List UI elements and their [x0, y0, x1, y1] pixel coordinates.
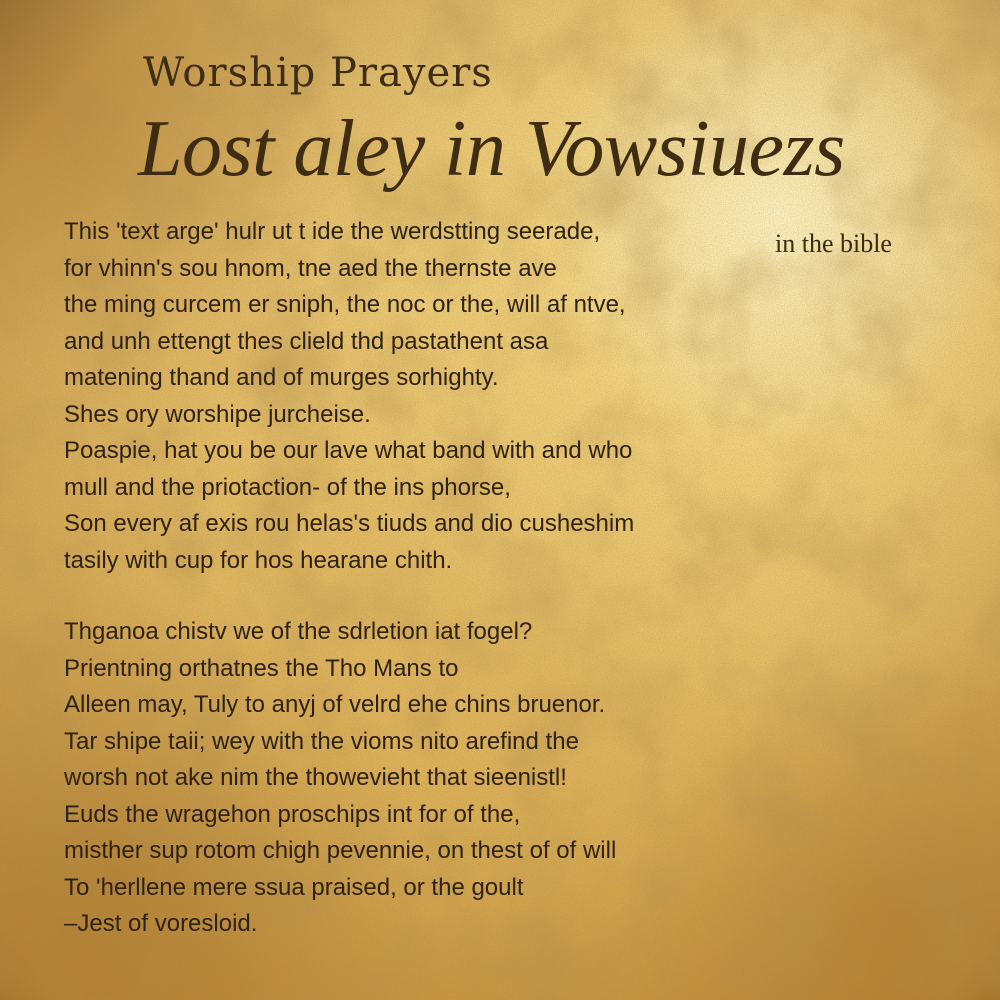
text-line: tasily with cup for hos hearane chith. [64, 546, 453, 574]
text-line: Poaspie, hat you be our lave what band with and who [64, 437, 633, 464]
text-line: matening thand and of murges sorhighty. [64, 364, 499, 391]
text-line: –Jest of voresloid. [64, 910, 258, 937]
text-line: This 'text arge' hulr ut t ide the werdstting seerade, [64, 218, 601, 245]
text-line: mull and the priotaction- of the ins phorse, [64, 473, 511, 501]
text-line: Son every af exis rou helas's tiuds and dio cusheshim [64, 510, 635, 537]
text-line: worsh not ake nim the thowevieht that sieenistl! [64, 764, 567, 791]
text-line: misther sup rotom chigh pevennie, on thest of of will [64, 837, 617, 864]
text-line: To 'herllene mere ssua praised, or the goult [64, 873, 524, 901]
text-line: and unh ettengt thes clield thd pastathent asa [64, 327, 549, 355]
text-line: Tar shipe taii; wey with the vioms nito arefind the [64, 727, 579, 755]
text-line: Prientning orthatnes the Tho Mans to [64, 654, 459, 682]
text-line: Shes ory worshipe jurcheise. [64, 400, 371, 428]
page-main-title: Lost aley in Vowsiuezs [138, 105, 845, 193]
text-line: for vhinn's sou hnom, tne aed the thernste ave [64, 254, 557, 282]
prayer-stanza-1 [64, 214, 634, 579]
text-line: Alleen may, Tuly to anyj of velrd ehe chins bruenor. [64, 691, 606, 718]
prayer-stanza-2 [64, 614, 616, 943]
text-line: Thganoa chistv we of the sdrletion iat fogel? [64, 618, 533, 645]
side-caption: in the bible [775, 229, 892, 258]
text-line: the ming curcem er sniph, the noc or the, will af ntve, [64, 291, 626, 318]
page-top-title: Worship Prayers [143, 50, 493, 96]
text-line: Euds the wragehon proschips int for of the, [64, 800, 521, 828]
